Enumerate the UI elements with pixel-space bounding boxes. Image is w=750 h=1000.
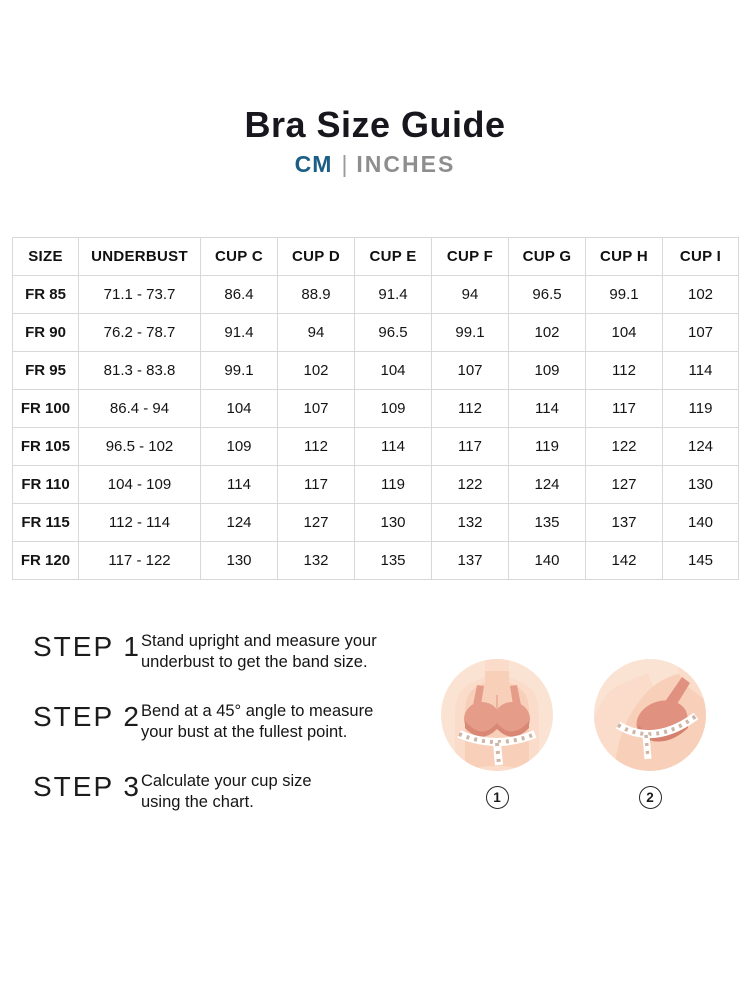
underbust-cell: 104 - 109: [79, 466, 201, 504]
step-3-line1: Calculate your cup size: [140, 772, 312, 790]
cup-value-cell: 137: [586, 504, 663, 542]
underbust-cell: 71.1 - 73.7: [79, 276, 201, 314]
cup-value-cell: 107: [663, 314, 739, 352]
table-row: [13, 542, 739, 580]
cup-value-cell: 88.9: [278, 276, 355, 314]
measurement-illustrations: [441, 659, 706, 809]
cup-value-cell: 91.4: [355, 276, 432, 314]
cup-value-cell: 135: [355, 542, 432, 580]
underbust-cell: 96.5 - 102: [79, 428, 201, 466]
cup-value-cell: 130: [355, 504, 432, 542]
column-header: CUP D: [278, 238, 355, 276]
cup-value-cell: 112: [432, 390, 509, 428]
cup-value-cell: 107: [432, 352, 509, 390]
column-header: CUP I: [663, 238, 739, 276]
page-title: Bra Size Guide: [244, 104, 506, 145]
step-2-label: STEP 2: [33, 701, 141, 732]
cup-value-cell: 117: [586, 390, 663, 428]
measurement-steps: [33, 631, 423, 841]
cup-value-cell: 130: [201, 542, 278, 580]
cup-value-cell: 109: [509, 352, 586, 390]
cup-value-cell: 124: [201, 504, 278, 542]
cup-value-cell: 122: [432, 466, 509, 504]
step-3-line2: using the chart.: [140, 793, 254, 811]
step-1: [33, 631, 423, 673]
cup-value-cell: 94: [432, 276, 509, 314]
cup-value-cell: 117: [432, 428, 509, 466]
cup-value-cell: 137: [432, 542, 509, 580]
column-header: CUP G: [509, 238, 586, 276]
figure-2-number-badge: 2: [639, 786, 662, 809]
cup-value-cell: 104: [355, 352, 432, 390]
size-cell: FR 100: [13, 390, 79, 428]
column-header: CUP F: [432, 238, 509, 276]
underbust-cell: 76.2 - 78.7: [79, 314, 201, 352]
cup-value-cell: 124: [663, 428, 739, 466]
size-cell: FR 120: [13, 542, 79, 580]
cup-value-cell: 127: [586, 466, 663, 504]
cup-value-cell: 114: [355, 428, 432, 466]
table-row: [13, 276, 739, 314]
cup-value-cell: 99.1: [201, 352, 278, 390]
size-chart-body: [13, 276, 739, 580]
cup-value-cell: 127: [278, 504, 355, 542]
size-cell: FR 115: [13, 504, 79, 542]
cup-value-cell: 104: [586, 314, 663, 352]
cup-value-cell: 140: [509, 542, 586, 580]
cup-value-cell: 135: [509, 504, 586, 542]
figure-underbust: [441, 659, 553, 809]
front-underbust-measure-illustration-icon: [441, 659, 553, 771]
cup-value-cell: 114: [201, 466, 278, 504]
cup-value-cell: 119: [355, 466, 432, 504]
cup-value-cell: 102: [663, 276, 739, 314]
size-cell: FR 85: [13, 276, 79, 314]
step-1-line1: Stand upright and measure your: [140, 632, 377, 650]
cup-value-cell: 132: [432, 504, 509, 542]
size-cell: FR 105: [13, 428, 79, 466]
cup-value-cell: 122: [586, 428, 663, 466]
step-3: [33, 771, 423, 813]
column-header: CUP C: [201, 238, 278, 276]
size-chart-table: [12, 237, 739, 580]
cup-value-cell: 145: [663, 542, 739, 580]
cup-value-cell: 102: [509, 314, 586, 352]
cup-value-cell: 104: [201, 390, 278, 428]
step-1-line2: underbust to get the band size.: [140, 653, 368, 671]
column-header: UNDERBUST: [79, 238, 201, 276]
cup-value-cell: 109: [355, 390, 432, 428]
table-row: [13, 390, 739, 428]
step-2: [33, 701, 423, 743]
table-row: [13, 314, 739, 352]
cup-value-cell: 132: [278, 542, 355, 580]
size-cell: FR 95: [13, 352, 79, 390]
unit-toggle: [0, 152, 750, 177]
cup-value-cell: 96.5: [355, 314, 432, 352]
unit-cm-tab[interactable]: CM: [294, 151, 333, 178]
underbust-cell: 112 - 114: [79, 504, 201, 542]
underbust-cell: 117 - 122: [79, 542, 201, 580]
step-1-label: STEP 1: [33, 631, 141, 662]
cup-value-cell: 142: [586, 542, 663, 580]
size-cell: FR 110: [13, 466, 79, 504]
cup-value-cell: 119: [509, 428, 586, 466]
cup-value-cell: 112: [278, 428, 355, 466]
cup-value-cell: 114: [663, 352, 739, 390]
cup-value-cell: 112: [586, 352, 663, 390]
column-header: CUP E: [355, 238, 432, 276]
column-header: SIZE: [13, 238, 79, 276]
cup-value-cell: 117: [278, 466, 355, 504]
cup-value-cell: 86.4: [201, 276, 278, 314]
table-row: [13, 504, 739, 542]
step-3-text: [141, 771, 312, 813]
cup-value-cell: 140: [663, 504, 739, 542]
header-row: [13, 238, 739, 276]
step-3-label: STEP 3: [33, 771, 141, 802]
cup-value-cell: 107: [278, 390, 355, 428]
cup-value-cell: 124: [509, 466, 586, 504]
cup-value-cell: 130: [663, 466, 739, 504]
table-row: [13, 466, 739, 504]
cup-value-cell: 99.1: [432, 314, 509, 352]
underbust-cell: 81.3 - 83.8: [79, 352, 201, 390]
column-header: CUP H: [586, 238, 663, 276]
cup-value-cell: 114: [509, 390, 586, 428]
cup-value-cell: 91.4: [201, 314, 278, 352]
cup-value-cell: 99.1: [586, 276, 663, 314]
cup-value-cell: 119: [663, 390, 739, 428]
unit-divider: |: [341, 151, 348, 178]
size-cell: FR 90: [13, 314, 79, 352]
figure-1-number-badge: 1: [486, 786, 509, 809]
step-2-line2: your bust at the fullest point.: [140, 723, 348, 741]
table-row: [13, 428, 739, 466]
figure-bust: [594, 659, 706, 809]
step-2-text: [141, 701, 373, 743]
cup-value-cell: 96.5: [509, 276, 586, 314]
cup-value-cell: 102: [278, 352, 355, 390]
step-2-line1: Bend at a 45° angle to measure: [140, 702, 374, 720]
underbust-cell: 86.4 - 94: [79, 390, 201, 428]
cup-value-cell: 94: [278, 314, 355, 352]
step-1-text: [141, 631, 377, 673]
unit-inches-tab[interactable]: INCHES: [356, 151, 456, 178]
table-row: [13, 352, 739, 390]
side-bust-measure-illustration-icon: [594, 659, 706, 771]
cup-value-cell: 109: [201, 428, 278, 466]
